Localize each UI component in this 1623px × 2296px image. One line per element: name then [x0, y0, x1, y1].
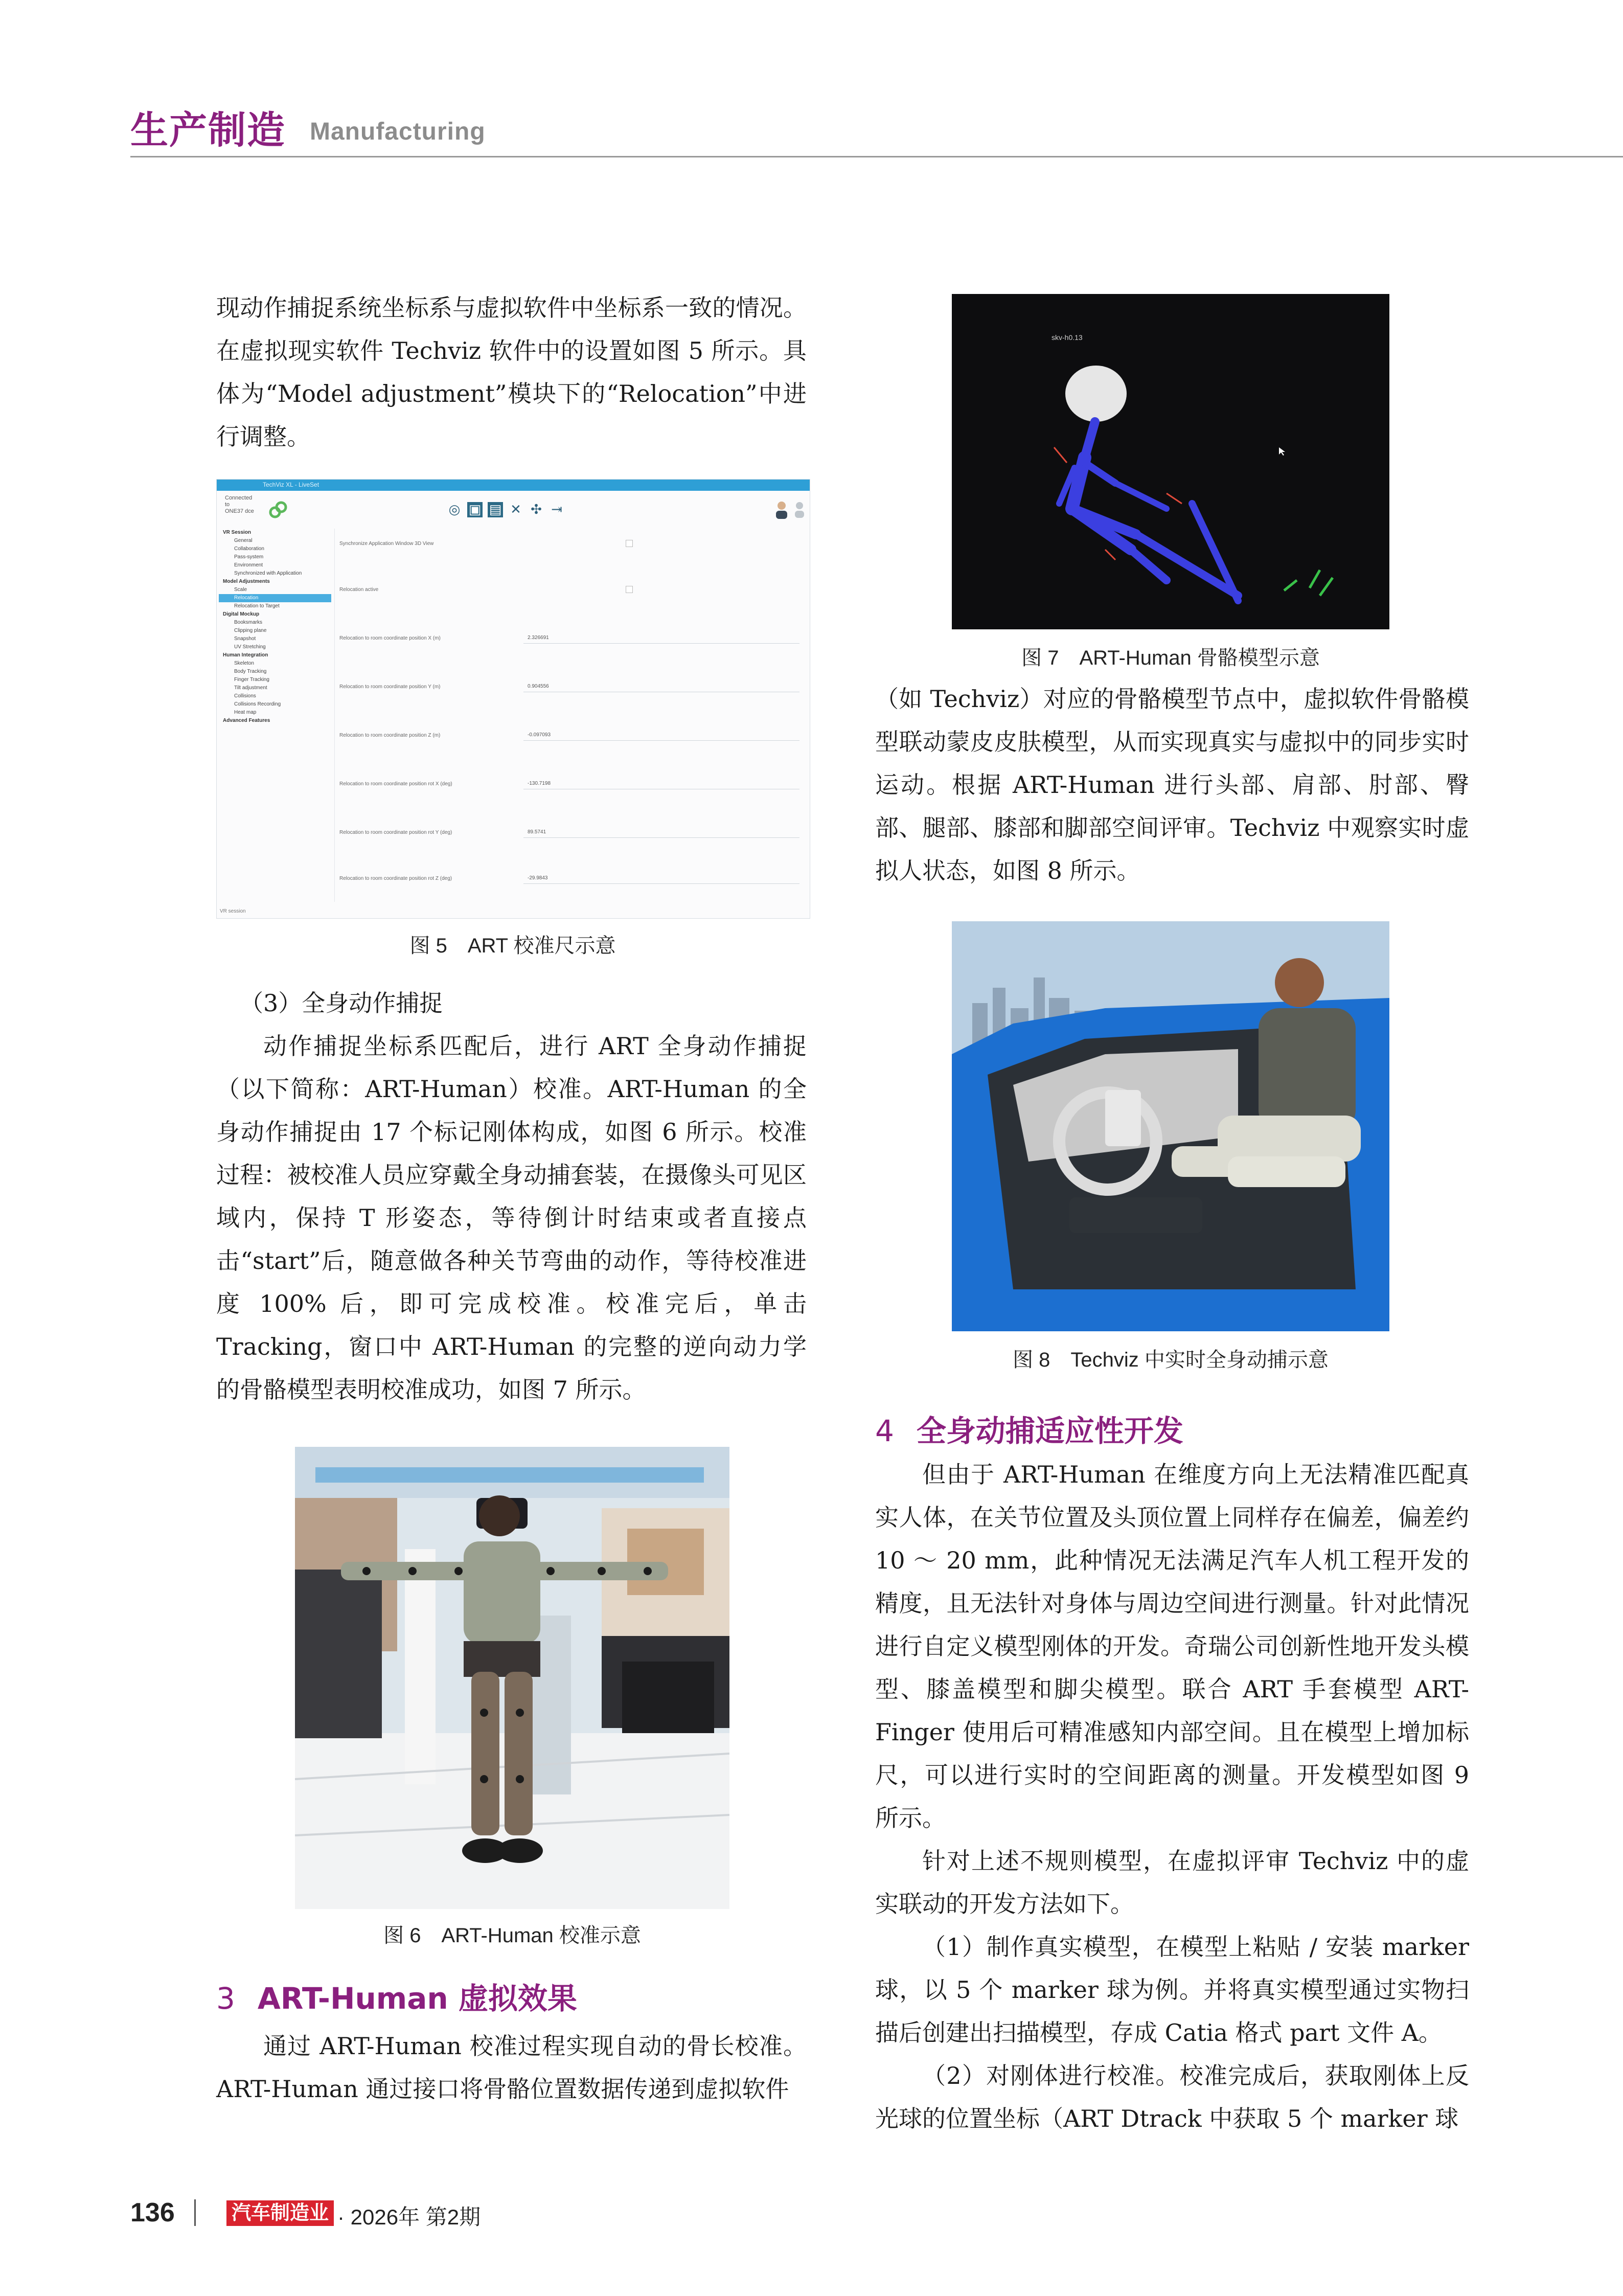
settings-row: [339, 733, 799, 748]
target-icon[interactable]: ◎: [448, 502, 461, 517]
connection-line: Connected: [225, 495, 253, 501]
setting-value-field[interactable]: -0.097093: [523, 730, 799, 741]
relocation-icon[interactable]: ▤: [488, 502, 503, 517]
figure-6-caption: 图 6 ART-Human 校准示意: [383, 1924, 641, 1947]
tree-item[interactable]: Snapshot: [234, 636, 256, 642]
tree-item[interactable]: Heat map: [234, 710, 257, 715]
overlay-label: skv-h0.13: [1051, 333, 1083, 342]
tree-item[interactable]: Scale: [234, 587, 247, 593]
setting-checkbox[interactable]: [626, 586, 633, 593]
tree-item[interactable]: Collaboration: [234, 546, 264, 552]
section-4-heading: [875, 1407, 1183, 1450]
setting-value-field[interactable]: 0.904556: [523, 681, 799, 692]
setting-label: Relocation to room coordinate position rot Y (deg): [339, 830, 452, 835]
setting-label: Synchronize Application Window 3D View: [339, 541, 434, 547]
section-number: 3: [216, 1981, 235, 2016]
user-icon: [792, 500, 807, 519]
tree-group[interactable]: Human Integration: [223, 652, 268, 658]
tree-item[interactable]: Relocation: [219, 594, 331, 602]
link-icon: [268, 500, 288, 520]
status-footer: VR session: [220, 908, 246, 914]
connection-status: [225, 495, 254, 515]
section-title: ART-Human 虚拟效果: [257, 1981, 577, 2016]
issue-info: · 2026年 第2期: [337, 2205, 481, 2229]
tree-item[interactable]: UV Stretching: [234, 644, 266, 650]
section-3-heading: [216, 1974, 577, 2017]
figure-6-calibration-photo: [295, 1447, 729, 1909]
page-number: 136: [130, 2198, 175, 2227]
scale-icon[interactable]: ▣: [467, 502, 483, 517]
footer-divider: [194, 2199, 196, 2226]
transfer-icon[interactable]: ⇥: [551, 502, 562, 517]
paragraph: 动作捕捉坐标系匹配后，进行 ART 全身动作捕捉（以下简称：ART-Human）校准。ART-Human 的全身动作捕捉由 17 个标记刚体构成，如图 6 所示。校准过程：被校准人员应穿戴全身动捕套装，在摄像头可见区域内，保持 T 形姿态，等待倒计时结束或者直接点击“start”后，随意做各种关节弯曲的动作，等待校准进度 100% 后，即可完成校准。校准完后，单击 Tracking，窗口中 ART-Human 的完整的逆向动力学的骨骼模型表明校准成功，如图 7 所示。: [216, 1032, 807, 1403]
left-text-top: [216, 286, 807, 458]
paragraph: （如 Techviz）对应的骨骼模型节点中，虚拟软件骨骼模型联动蒙皮皮肤模型，从而实现真实与虚拟中的同步实时运动。根据 ART-Human 进行头部、肩部、肘部、臀部、腿部、膝部和脚部空间评审。Techviz 中观察实时虚拟人状态，如图 8 所示。: [875, 685, 1469, 884]
left-text-mid: [216, 982, 807, 1411]
setting-value-field[interactable]: -130.7198: [523, 778, 799, 789]
vehicle-scene: [952, 921, 1389, 1331]
setting-label: Relocation active: [339, 587, 379, 593]
section-title-cn: 生产制造: [130, 108, 286, 152]
settings-tree: [219, 529, 331, 725]
setting-label: Relocation to room coordinate position Z (m): [339, 733, 441, 738]
tree-item[interactable]: Booksmarks: [234, 620, 263, 625]
tree-item[interactable]: Pass-system: [234, 554, 264, 560]
setting-value-field[interactable]: 2.326691: [523, 632, 799, 644]
tree-group[interactable]: VR Session: [223, 530, 252, 535]
setting-label: Relocation to room coordinate position X (m): [339, 635, 441, 641]
figure-5-caption: 图 5 ART 校准尺示意: [409, 935, 616, 957]
section-title-en: Manufacturing: [310, 118, 486, 145]
tree-group[interactable]: Advanced Features: [223, 718, 270, 723]
tree-item[interactable]: Skeleton: [234, 661, 254, 666]
magazine-logo: 汽车制造业: [226, 2200, 334, 2226]
settings-row: [339, 684, 799, 699]
paragraph: （1）制作真实模型，在模型上粘贴 / 安装 marker 球，以 5 个 marker 球为例。并将真实模型通过实物扫描后创建出扫描模型，存成 Catia 格式 part 文件 A。: [875, 1933, 1469, 2047]
figure-8-techviz-render: [952, 921, 1389, 1331]
paragraph: 但由于 ART-Human 在维度方向上无法精准匹配真实人体，在关节位置及头顶位置上同样存在偏差，偏差约 10 ～ 20 mm，此种情况无法满足汽车人机工程开发的精度，且无法针对身体与周边空间进行测量。针对此情况进行自定义模型刚体的开发。奇瑞公司创新性地开发头模型、膝盖模型和脚尖模型。联合 ART 手套模型 ART-Finger 使用后可精准感知内部空间。且在模型上增加标尺，可以进行实时的空间距离的测量。开发模型如图 9 所示。: [875, 1461, 1469, 1832]
section-number: 4: [875, 1414, 894, 1448]
tree-group[interactable]: Digital Mockup: [223, 611, 260, 617]
user-avatar-icon: [774, 500, 789, 519]
settings-row: [339, 587, 799, 602]
tree-item[interactable]: Collisions: [234, 693, 256, 699]
tree-item[interactable]: Finger Tracking: [234, 677, 269, 683]
settings-row: [339, 830, 799, 845]
setting-checkbox[interactable]: [626, 540, 633, 547]
right-text-top: [875, 677, 1469, 892]
figure-5-techviz-screenshot: [216, 479, 810, 919]
settings-row: [339, 635, 799, 651]
figure-8-caption: 图 8 Techviz 中实时全身动捕示意: [1013, 1349, 1329, 1371]
subheading: （3）全身动作捕捉: [240, 989, 443, 1017]
move-icon[interactable]: ✕: [510, 502, 521, 517]
connection-line: ONE37 dce: [225, 508, 254, 514]
setting-label: Relocation to room coordinate position rot X (deg): [339, 781, 452, 787]
tree-item[interactable]: Relocation to Target: [234, 603, 280, 609]
setting-label: Relocation to room coordinate position rot Z (deg): [339, 876, 452, 881]
tree-item[interactable]: Body Tracking: [234, 669, 267, 674]
rotate-icon[interactable]: ✣: [531, 502, 542, 517]
tree-item[interactable]: Tilt adjustment: [234, 685, 267, 691]
tree-group[interactable]: Model Adjustments: [223, 579, 270, 584]
tree-item[interactable]: Collisions Recording: [234, 701, 281, 707]
settings-row: [339, 781, 799, 797]
header-divider: [130, 156, 1623, 157]
skeleton-model: [952, 294, 1389, 629]
paragraph: 现动作捕捉系统坐标系与虚拟软件中坐标系一致的情况。在虚拟现实软件 Techviz 软件中的设置如图 5 所示。具体为“Model adjustment”模块下的“Relocation”中进行调整。: [216, 294, 807, 450]
figure-7-skeleton-render: [952, 294, 1389, 629]
settings-row: [339, 541, 799, 556]
tree-item[interactable]: General: [234, 538, 253, 543]
window-title: TechViz XL - LiveSet: [263, 481, 319, 488]
paragraph: 针对上述不规则模型，在虚拟评审 Techviz 中的虚实联动的开发方法如下。: [875, 1847, 1469, 1918]
calibration-scene: [295, 1447, 729, 1909]
figure-7-caption: 图 7 ART-Human 骨骼模型示意: [1021, 647, 1320, 669]
left-text-bottom: [216, 2025, 807, 2110]
setting-value-field[interactable]: -29.9843: [523, 873, 799, 884]
paragraph: （2）对刚体进行校准。校准完成后，获取刚体上反光球的位置坐标（ART Dtrack 中获取 5 个 marker 球: [875, 2062, 1469, 2132]
right-text-bottom: [875, 1453, 1469, 2140]
window-title-bar: [217, 480, 810, 491]
tree-item[interactable]: Environment: [234, 562, 263, 568]
settings-row: [339, 876, 799, 891]
setting-label: Relocation to room coordinate position Y (m): [339, 684, 441, 690]
setting-value-field[interactable]: 89.5741: [523, 827, 799, 838]
paragraph: 通过 ART-Human 校准过程实现自动的骨长校准。ART-Human 通过接口将骨骼位置数据传递到虚拟软件: [216, 2032, 807, 2103]
section-title: 全身动捕适应性开发: [916, 1414, 1183, 1448]
tree-item[interactable]: Clipping plane: [234, 628, 267, 633]
panel-divider: [334, 529, 335, 902]
tree-item[interactable]: Synchronized with Application: [234, 571, 302, 576]
connection-line: to: [225, 502, 230, 508]
